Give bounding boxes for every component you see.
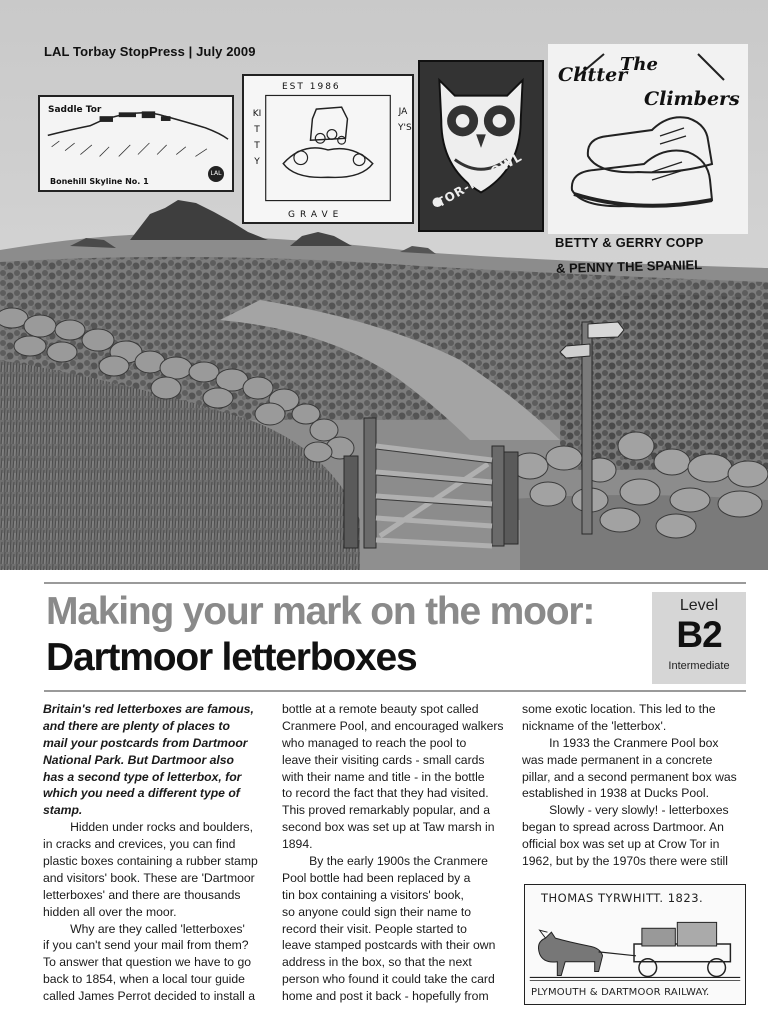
article-body-line: Hidden under rocks and boulders, (43, 820, 254, 835)
article-standfirst-line: National Park. But Dartmoor also (43, 752, 234, 767)
level-description: Intermediate (668, 660, 730, 672)
article-body-line: some exotic location. This led to the (522, 702, 716, 716)
article-body-line: if you can't send your mail from them? (43, 938, 249, 953)
stamp-the: The (620, 54, 658, 75)
article-body-line: record their visit. People started to (282, 921, 467, 936)
article-body-line: began to spread across Dartmoor. An (522, 820, 724, 835)
article-body-line: was made permanent in a concrete (522, 752, 713, 767)
article-body-line: to record the fact that they had visited. (282, 786, 489, 801)
article-column-1 (43, 701, 267, 1005)
stamp-owner-caption: BETTY & GERRY COPP (555, 235, 704, 250)
article-body-line: 1962, but by the 1970s there were still (522, 854, 728, 869)
article-title-line-2: Dartmoor letterboxes (46, 636, 417, 679)
article-standfirst-line: which you need a different type of (43, 786, 240, 801)
article-body-line: and visitors' book. These are 'Dartmoor (43, 870, 255, 885)
article-standfirst-line: mail your postcards from Dartmoor (43, 735, 248, 750)
masthead: LAL Torbay StopPress | July 2009 (44, 44, 256, 59)
article-body-line: who managed to reach the pool to (282, 735, 467, 750)
kitty-jays-grave-stamp (242, 74, 414, 224)
torny-owl-stamp (418, 60, 544, 232)
stamp-owner-caption-2: & PENNY THE SPANIEL (555, 257, 703, 276)
title-bottom-rule (44, 690, 746, 692)
stamp-climbers: Climbers (644, 88, 740, 110)
article-body-line: In 1933 the Cranmere Pool box (522, 735, 719, 750)
stamp-right-text: JAY'S (398, 107, 412, 133)
article-body-line: Cranmere Pool, and encouraged walkers (282, 718, 504, 733)
saddle-tor-stamp (38, 95, 234, 192)
stamp-left-text: KITTY (252, 109, 262, 167)
article-body-line: To answer that question we have to go (43, 955, 251, 970)
article-body-line: Pool bottle had been replaced by a (282, 870, 471, 885)
level-label: Level (679, 597, 719, 614)
article-body-line: leave stamped postcards with their own (282, 938, 496, 953)
level-badge (652, 592, 746, 684)
article-title-line-1: Making your mark on the moor: (46, 590, 595, 633)
railway-caption-bottom: PLYMOUTH & DARTMOOR RAILWAY. (531, 987, 710, 998)
stamp-bottom-text: GRAVE (288, 210, 344, 220)
article-body-line: plastic boxes containing a rubber stamp (43, 854, 258, 869)
article-body-line: By the early 1900s the Cranmere (282, 854, 488, 869)
stamp-title: Saddle Tor (48, 105, 102, 115)
article-body-line: second box was set up at Taw marsh in (282, 820, 495, 835)
article-body-line: person who found it could take the card (282, 972, 495, 987)
article-body-line: tin box containing a visitors' book, (282, 887, 464, 902)
grave-flowers-sketch (244, 76, 412, 222)
article-body-line: address in the box, so that the next (282, 955, 472, 970)
article-body-line: hidden all over the moor. (43, 904, 177, 919)
article-body-line: official box was set up at Crow Tor in (522, 837, 720, 852)
article-body-line: in cracks and crevices, you can find (43, 837, 236, 852)
stamp-text: TOR-NY OWL (434, 149, 525, 211)
article-body-line: 1894. (282, 837, 313, 852)
article-body-line: home and post it back - hopefully from (282, 989, 489, 1004)
article-body-line: This proved remarkably popular, and a (282, 803, 490, 818)
article-standfirst-line: stamp. (43, 803, 83, 818)
stamp-caption: Bonehill Skyline No. 1 (50, 177, 149, 186)
article-standfirst-line: Britain's red letterboxes are famous, (43, 702, 254, 716)
article-body-line: Why are they called 'letterboxes' (43, 921, 245, 936)
stamp-clitter: Clitter (558, 64, 628, 86)
article-column-3 (522, 701, 746, 870)
article-body-line: so anyone could sign their name to (282, 904, 472, 919)
article-body-line: bottle at a remote beauty spot called (282, 702, 479, 716)
railway-illustration (524, 884, 746, 1005)
article-standfirst-line: has a second type of letterbox, for (43, 769, 242, 784)
article-body-line: leave their visiting cards - small cards (282, 752, 485, 767)
article-column-2 (282, 701, 506, 1005)
article-body-line: back to 1854, when a local tour guide (43, 972, 245, 987)
article-body-line: pillar, and a second permanent box was (522, 769, 737, 784)
article-standfirst-line: and there are plenty of places to (43, 718, 230, 733)
article-body-line: called James Perrot decided to install a (43, 989, 256, 1004)
clitter-climbers-stamp (548, 44, 748, 234)
article-body-line: nickname of the 'letterbox'. (522, 718, 667, 733)
title-top-rule (44, 582, 746, 584)
railway-caption-top: THOMAS TYRWHITT. 1823. (541, 891, 704, 905)
lal-badge: LAL (208, 166, 224, 182)
level-code: B2 (676, 614, 722, 655)
article-body-line: Slowly - very slowly! - letterboxes (522, 803, 729, 818)
article-body-line: letterboxes' and there are thousands (43, 887, 241, 902)
article-body-line: with their name and title - in the bottle (282, 769, 485, 784)
article-body-line: established in 1938 at Ducks Pool. (522, 786, 709, 801)
stamp-est: EST 1986 (282, 82, 341, 92)
